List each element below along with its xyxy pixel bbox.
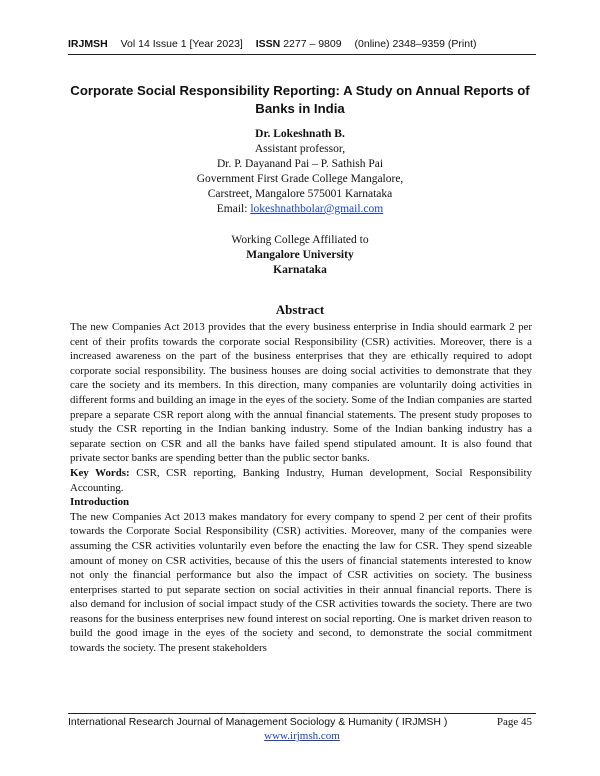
state: Karnataka <box>273 264 327 276</box>
introduction-heading: Introduction <box>70 496 130 509</box>
footer-website <box>68 730 536 742</box>
email-line <box>68 202 532 217</box>
volume-issue: Vol 14 Issue 1 <box>120 38 187 50</box>
keywords-text: CSR, CSR reporting, Banking Industry, Human development, Social Responsibility Accounting. <box>70 466 532 494</box>
footer-journal: International Research Journal of Management Sociology & Humanity ( IRJMSH ) <box>68 716 448 728</box>
keywords-paragraph <box>70 466 532 495</box>
running-header <box>68 38 538 50</box>
keywords-label: Key Words: <box>70 466 130 479</box>
author-block <box>68 127 532 278</box>
page-number: Page 45 <box>496 716 532 728</box>
affiliation-label: Working College Affiliated to <box>231 234 369 246</box>
college-name: Dr. P. Dayanand Pai – P. Sathish Pai <box>216 158 384 170</box>
introduction-text: The new Companies Act 2013 makes mandatory for every company to spend 2 per cent of their profits towards the Corporate Social Responsibility (CSR) activities. Moreover, many of the companies were assuming the CSR activities voluntarily even before the enacting the law for CSR. They spend sizeable amount of money on CSR activities, because of this the users of financial statements interested to know not only the financial performance but also the impact of CSR activities on society. The business enterprises started to put separate section on social activities in their annual financial reports. There is also demand for inclusion of social impact study of the CSR activities towards the society. There are two reasons for the business enterprises new found interest on social reporting. One is market driven reason to build the good image in the eyes of the society and second, to demonstrate the social commitment towards the society. The present stakeholders <box>70 510 532 655</box>
journal-abbreviation: IRJMSH <box>68 38 108 50</box>
abstract-heading: Abstract <box>275 302 325 317</box>
email-label: Email: <box>216 203 248 215</box>
issn-print: 2277 – 9809 <box>283 38 342 50</box>
header-rule <box>68 54 536 55</box>
paper-title: Corporate Social Responsibility Reporting: A Study on Annual Reports of Banks in India <box>70 83 530 116</box>
footer-rule <box>68 713 536 714</box>
author-name: Dr. Lokeshnath B. <box>255 128 345 140</box>
university: Mangalore University <box>246 249 354 261</box>
author-position: Assistant professor, <box>254 143 346 155</box>
address: Carstreet, Mangalore 575001 Karnataka <box>207 188 393 200</box>
email-link[interactable]: lokeshnathbolar@gmail.com <box>250 203 384 215</box>
year: [Year 2023] <box>189 38 243 50</box>
issn-label: ISSN <box>255 38 281 50</box>
issn-online: (0nline) 2348–9359 (Print) <box>354 38 477 50</box>
website-link[interactable]: www.irjmsh.com <box>264 730 340 742</box>
body-text <box>70 320 532 656</box>
abstract-text: The new Companies Act 2013 provides that the every business enterprise in India should earmark 2 per cent of their profits towards the corporate social Responsibility (CSR) activities. Moreover, there is a increased awareness on the part of the business enterprises that they are ethically required to adopt corporate social responsibility. The business houses are doing social activities to demonstrate that they care the society and its members. In this direction, many companies are voluntarily doing activities in different forms and building an image in the eyes of the society. Some of the Indian companies are started prepare a separate CSR report along with the annual financial statements. The present study proposes to study the CSR reporting in the Indian banking industry. Some of the Indian banking industry has a separate section on CSR and all the banks have failed spend stipulated amount. It is also found that private sector banks are spending better than the public sector banks. <box>70 321 532 465</box>
college: Government First Grade College Mangalore, <box>196 173 404 185</box>
